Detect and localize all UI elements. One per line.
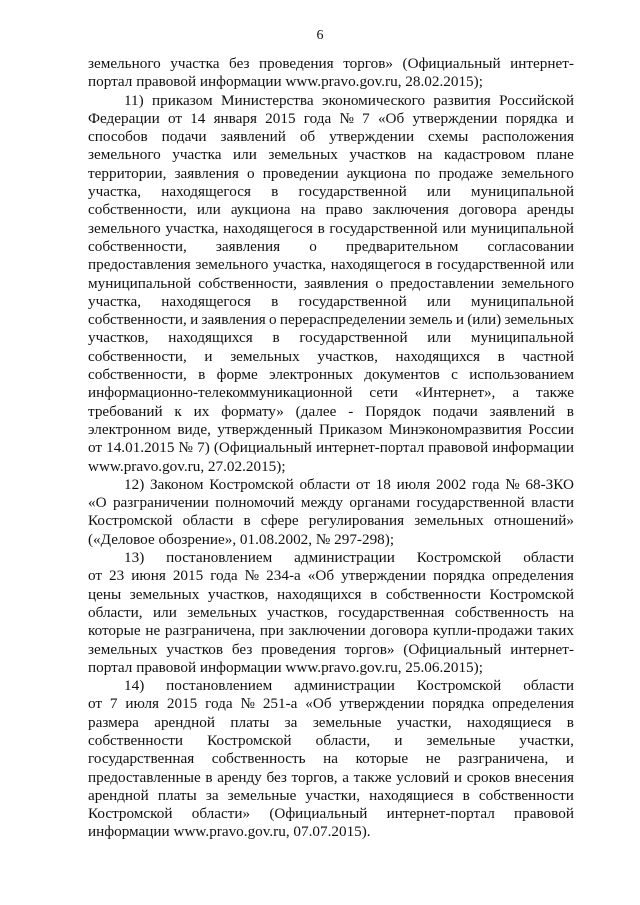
- text-line: электронном виде, утвержденный Приказом Минэкономразвития России: [88, 420, 574, 438]
- text-line: арендной платы за земельные участки, находящиеся в собственности: [88, 786, 574, 804]
- text-line: участка, находящегося в государственной или муниципальной: [88, 183, 574, 201]
- text-line: земельных участков без проведения торгов» (Официальный интернет-: [88, 640, 574, 658]
- document-body: [88, 55, 574, 842]
- text-line: собственности, заявления о предварительном согласовании: [88, 237, 574, 255]
- text-line: цены земельных участков, находящихся в собственности Костромской: [88, 585, 574, 603]
- text-line: земельного участка, находящегося в государственной или муниципальной: [88, 219, 574, 237]
- text-line: «О разграничении полномочий между органами государственной власти: [88, 494, 574, 512]
- text-line: государственная собственность на которые не разграничена, и: [88, 750, 574, 768]
- text-line: от 7 июля 2015 года № 251-а «Об утверждении порядка определения: [88, 695, 574, 713]
- text-line: («Деловое обозрение», 01.08.2002, № 297-298);: [88, 530, 395, 548]
- text-line: портал правовой информации www.pravo.gov.ru, 28.02.2015);: [88, 73, 483, 91]
- text-line: участков, находящихся в государственной или муниципальной: [88, 329, 574, 347]
- text-line: 14) постановлением администрации Костромской области: [124, 677, 574, 695]
- text-line: собственности, и заявления о перераспределении земель и (или) земельных: [88, 311, 574, 329]
- text-line: способов подачи заявлений об утверждении схемы расположения: [88, 128, 574, 146]
- text-line: участка, находящегося в государственной или муниципальной: [88, 292, 574, 310]
- text-line: собственности, в форме электронных документов с использованием: [88, 366, 574, 384]
- text-line: Федерации от 14 января 2015 года № 7 «Об утверждении порядка и: [88, 109, 574, 127]
- text-line: Костромской области в сфере регулирования земельных отношений»: [88, 512, 574, 530]
- text-line: которые не разграничена, при заключении договора купли-продажи таких: [88, 622, 574, 640]
- text-line: от 14.01.2015 № 7) (Официальный интернет-портал правовой информации: [88, 439, 574, 457]
- text-line: муниципальной собственности, заявления о предоставлении земельного: [88, 274, 574, 292]
- text-line: информации www.pravo.gov.ru, 07.07.2015).: [88, 823, 371, 841]
- text-line: информационно-телекоммуникационной сети «Интернет», а также: [88, 384, 574, 402]
- text-line: предоставленные в аренду без торгов, а также условий и сроков внесения: [88, 768, 574, 786]
- text-line: области, или земельных участков, государственная собственность на: [88, 603, 574, 621]
- text-line: требований к их формату» (далее - Порядок подачи заявлений в: [88, 402, 574, 420]
- text-line: земельного участка без проведения торгов» (Официальный интернет-: [88, 55, 574, 72]
- text-line: размера арендной платы за земельные участки, находящиеся в: [88, 713, 574, 731]
- text-line: портал правовой информации www.pravo.gov.ru, 25.06.2015);: [88, 658, 483, 676]
- text-line: www.pravo.gov.ru, 27.02.2015);: [88, 457, 286, 475]
- text-line: собственности, или аукциона на право заключения договора аренды: [88, 201, 574, 219]
- text-line: от 23 июня 2015 года № 234-а «Об утверждении порядка определения: [88, 567, 574, 585]
- text-line: Костромской области» (Официальный интернет-портал правовой: [88, 805, 574, 823]
- text-line: собственности, и земельных участков, находящихся в частной: [88, 347, 574, 365]
- text-line: 13) постановлением администрации Костромской области: [124, 549, 574, 567]
- text-line: предоставления земельного участка, находящегося в государственной или: [88, 256, 574, 274]
- text-line: 11) приказом Министерства экономического развития Российской: [124, 91, 574, 109]
- text-line: территории, заявления о проведении аукциона по продаже земельного: [88, 164, 574, 182]
- text-line: собственности Костромской области, и земельные участки,: [88, 731, 574, 749]
- page-number: 6: [316, 28, 324, 43]
- text-line: 12) Законом Костромской области от 18 июля 2002 года № 68-ЗКО: [124, 475, 574, 493]
- text-line: земельного участка или земельных участков на кадастровом плане: [88, 146, 574, 164]
